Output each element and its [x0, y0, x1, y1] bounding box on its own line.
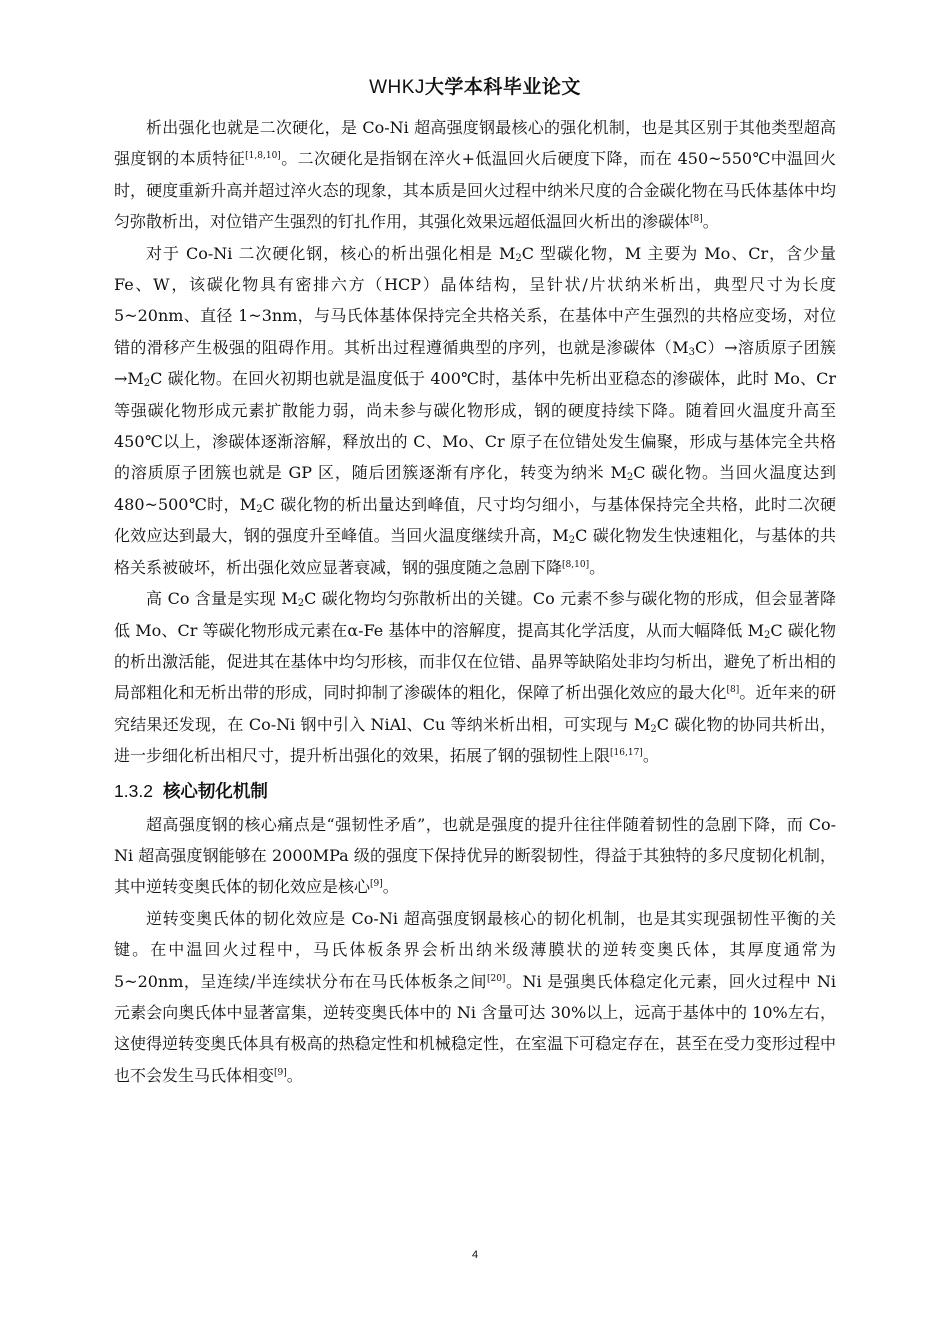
subscript: 2: [143, 378, 151, 390]
page-header: [0, 72, 950, 99]
citation: [20]: [486, 973, 506, 984]
paragraph-toughness-contradiction: [114, 809, 836, 903]
citation: [9]: [274, 1067, 287, 1078]
text-run: C 碳化物的协同共析出，进一步细化析出相尺寸，提升析出强化的效果，拓展了钢的强韧性上限: [114, 714, 836, 766]
subscript: 2: [256, 503, 263, 515]
text-run: 。Ni 是强奥氏体稳定化元素，回火过程中 Ni 元素会向奥氏体中显著富集，逆转变奥氏体中的 Ni 含量可达 30%以上，远高于基体中的 10%左右，这使得逆转变奥氏体具有极高的热稳定性和机械稳定性，在室温下可稳定存在，甚至在受力变形过程中也不会发生马氏体相变: [114, 971, 836, 1085]
text-run: 。: [589, 557, 606, 577]
citation: [8]: [690, 214, 703, 225]
paragraph-m2c-carbide: [114, 238, 836, 583]
text-run: 超高强度钢的核心痛点是“强韧性矛盾”，也就是强度的提升往往伴随着韧性的急剧下降，而 Co-Ni 超高强度钢能够在 2000MPa 级的强度下保持优异的断裂韧性，得益于其独特的多尺度韧化机制，其中逆转变奥氏体的韧化效应是核心: [114, 814, 836, 897]
citation: [1,8,10]: [245, 151, 281, 162]
header-university-abbr: WHKJ: [369, 77, 425, 98]
text-run: 。: [382, 877, 399, 897]
page-number: 4: [471, 1249, 479, 1261]
citation: [8]: [726, 685, 740, 696]
text-run: 逆转变奥氏体的韧化效应是 Co-Ni 超高强度钢最核心的韧化机制，也是其实现强韧性平衡的关键。在中温回火过程中，马氏体板条界会析出纳米级薄膜状的逆转变奥氏体，其厚度通常为 5~20nm，呈连续/半连续状分布在马氏体板条之间: [114, 908, 836, 991]
text-run: C 碳化物的析出量达到峰值，尺寸均匀细小，与基体保持完全共格，此时二次硬化效应达到最大，钢的强度升至峰值。当回火温度继续升高，M: [114, 494, 836, 546]
subscript: 2: [515, 252, 522, 264]
subscript: 2: [764, 629, 771, 641]
citation: [9]: [370, 879, 383, 890]
page-body: [114, 112, 836, 1091]
subscript: 2: [297, 598, 305, 610]
section-heading: [114, 773, 836, 809]
text-run: C 碳化物。在回火初期也就是温度低于 400℃时，基体中先析出亚稳态的渗碳体，此时 Mo、Cr 等强碳化物形成元素扩散能力弱，尚未参与碳化物形成，钢的硬度持续下降。随着回火温度升高至 450℃以上，渗碳体逐渐溶解，释放出的 C、Mo、Cr 原子在位错处发生偏聚，形成与基体完全共格的溶质原子团簇也就是 GP 区，随后团簇逐渐有序化，转变为纳米 M: [114, 369, 836, 483]
text-run: C 碳化物均匀弥散析出的关键。Co 元素不参与碳化物的形成，但会显著降低 Mo、Cr 等碳化物形成元素在α-Fe 基体中的溶解度，提高其化学活度，从而大幅降低 M: [114, 589, 836, 640]
text-run: 。: [702, 212, 719, 232]
text-run: C）→溶质原子团簇→M: [114, 337, 836, 389]
text-run: 对于 Co-Ni 二次硬化钢，核心的析出强化相是 M: [146, 243, 516, 263]
paragraph-precipitation-strengthening: [114, 112, 836, 238]
text-run: 。: [286, 1065, 303, 1085]
text-run: 析出强化也就是二次硬化，是 Co-Ni 超高强度钢最核心的强化机制，也是其区别于其他类型超高强度钢的本质特征: [114, 118, 836, 169]
text-run: 高 Co 含量是实现 M: [146, 589, 298, 609]
text-run: C 碳化物发生快速粗化，与基体的共格关系被破坏，析出强化效应显著衰减，钢的强度随之急剧下降: [114, 526, 836, 577]
paragraph-cobalt-role: [114, 583, 836, 771]
citation: [8,10]: [562, 559, 590, 570]
subscript: 3: [688, 346, 695, 358]
text-run: 。二次硬化是指钢在淬火+低温回火后硬度下降，而在 450~550℃中温回火时，硬度重新升高并超过淬火态的现象，其本质是回火过程中纳米尺度的合金碳化物在马氏体基体中均匀弥散析出，对位错产生强烈的钉扎作用，其强化效果远超低温回火析出的渗碳体: [114, 149, 836, 232]
text-run: 。: [642, 746, 659, 766]
subscript: 2: [626, 472, 634, 484]
text-run: C 型碳化物，M 主要为 Mo、Cr，含少量 Fe、W，该碳化物具有密排六方（HCP）晶体结构，呈针状/片状纳米析出，典型尺寸为长度 5~20nm、直径 1~3nm，与马氏体基体保持完全共格关系，在基体中产生强烈的共格应变场，对位错的滑移产生极强的阻碍作用。其析出过程遵循典型的序列，也就是渗碳体（M: [114, 243, 836, 357]
section-title: 核心韧化机制: [162, 781, 268, 802]
subscript: 2: [568, 535, 576, 547]
header-thesis-title: 大学本科毕业论文: [424, 76, 581, 98]
citation: [16,17]: [610, 748, 643, 759]
subscript: 2: [650, 723, 657, 735]
paragraph-reverted-austenite: [114, 903, 836, 1091]
text-run: C 碳化物。当回火温度达到 480~500℃时，M: [114, 463, 836, 514]
section-number: 1.3.2: [114, 780, 153, 801]
text-run: C 碳化物的析出激活能，促进其在基体中均匀形核，而非仅在位错、晶界等缺陷处非均匀析出，避免了析出相的局部粗化和无析出带的形成，同时抑制了渗碳体的粗化，保障了析出强化效应的最大化: [114, 620, 836, 703]
text-run: 。近年来的研究结果还发现，在 Co-Ni 钢中引入 NiAl、Cu 等纳米析出相，可实现与 M: [114, 683, 836, 734]
